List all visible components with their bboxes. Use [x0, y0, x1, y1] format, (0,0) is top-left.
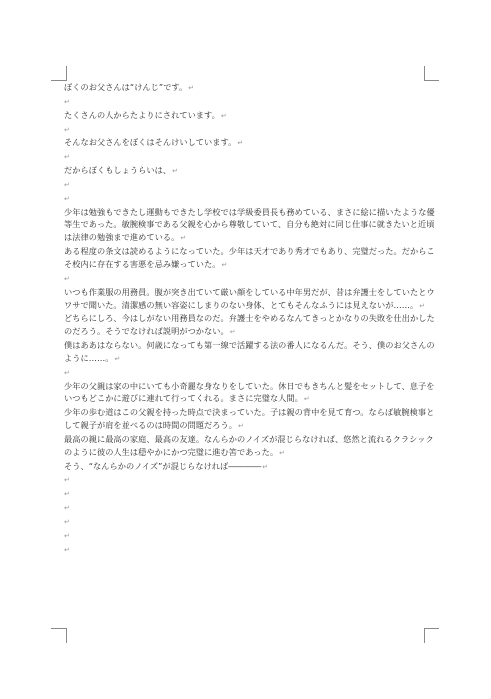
empty-paragraph: [64, 501, 436, 515]
empty-paragraph: [64, 529, 436, 543]
paragraph-text: 少年の父親は家の中にいても小奇麗な身なりをしていた。休日でもきちんと髪をセットして、息子をいつもどこかに遊びに連れて行ってくれる。まさに完璧な人間。: [64, 380, 435, 404]
paragraph: [64, 206, 436, 246]
paragraph-mark-icon: ↵: [64, 97, 70, 106]
paragraph-mark-icon: ↵: [180, 234, 187, 243]
paragraph-text: 僕はああはならない。何歳になっても第一線で活躍する法の番人になるんだ。そう、僕のお父さんのように……。: [64, 340, 435, 363]
crop-mark-bottom-left-horizontal: [51, 628, 66, 629]
paragraph-mark-icon: ↵: [262, 462, 269, 471]
paragraph: [64, 433, 436, 460]
paragraph-text: そう、“なんらかのノイズ”が混じらなければ――――: [64, 460, 262, 471]
paragraph-mark-icon: ↵: [279, 448, 286, 457]
paragraph-mark-icon: ↵: [303, 395, 310, 404]
paragraph: [64, 245, 436, 272]
empty-paragraph: [64, 487, 436, 501]
empty-paragraph: [64, 515, 436, 529]
paragraph-mark-icon: ↵: [64, 194, 70, 203]
paragraph: [64, 406, 436, 433]
paragraph-mark-icon: ↵: [237, 139, 244, 148]
paragraph-text: ぼくのお父さんは“けんじ”です。: [64, 82, 188, 92]
crop-mark-bottom-right-horizontal: [424, 628, 439, 629]
empty-paragraph: [64, 150, 436, 164]
paragraph-text: ある程度の条文は読めるようになっていた。少年は天才であり秀才でもあり、完璧だった。だからこそ校内に存在する害悪を忌み嫌っていた。: [64, 246, 435, 269]
paragraph: [64, 81, 436, 95]
paragraph-mark-icon: ↵: [220, 111, 227, 120]
empty-paragraph: [64, 366, 436, 380]
paragraph-text: だからぼくもしょうらいは、: [64, 165, 172, 176]
paragraph-mark-icon: ↵: [188, 84, 195, 92]
crop-mark-top-left-vertical: [66, 66, 67, 81]
paragraph: [64, 136, 436, 150]
document-body[interactable]: [64, 81, 436, 557]
paragraph-mark-icon: ↵: [114, 354, 121, 363]
paragraph-mark-icon: ↵: [229, 328, 236, 337]
paragraph-mark-icon: ↵: [172, 167, 179, 176]
paragraph-mark-icon: ↵: [238, 422, 244, 431]
paragraph-text: そんなお父さんをぼくはそんけいしています。: [64, 137, 237, 148]
crop-mark-top-right-vertical: [424, 66, 425, 81]
paragraph-text: たくさんの人からたよりにされています。: [64, 109, 220, 120]
paragraph-mark-icon: ↵: [64, 518, 70, 526]
paragraph-mark-icon: ↵: [64, 476, 70, 485]
paragraph-mark-icon: ↵: [419, 301, 426, 310]
empty-paragraph: [64, 473, 436, 487]
paragraph: [64, 164, 436, 178]
paragraph-mark-icon: ↵: [64, 531, 70, 540]
crop-mark-bottom-left-vertical: [66, 628, 67, 643]
paragraph-text: いつも作業服の用務員。腹が突き出ていて厳い顔をしている中年男だが、昔は弁護士をしていたとウワサで聞いた。清潔感の無い容姿にしまりのない身体、とてもそんなふうには見えないが……。: [64, 286, 435, 310]
paragraph-text: 少年は勉強もできたし運動もできたし学校では学級委員長も務めている、まさに絵に描いたような優等生であった。敏腕検事である父親を心から尊敬していて、自分も絶対に同じ仕事に就きたいと近頃は法律の勉強まで進めている。: [64, 206, 435, 243]
paragraph-text: 最高の親に最高の家庭、最高の友達。なんらかのノイズが混じらなければ、悠然と流れるクラシックのように彼の人生は穏やかにかつ完璧に進む筈であった。: [64, 433, 434, 457]
crop-mark-bottom-right-vertical: [424, 628, 425, 643]
paragraph: [64, 380, 436, 407]
paragraph-mark-icon: ↵: [64, 125, 70, 134]
empty-paragraph: [64, 178, 436, 192]
paragraph-mark-icon: ↵: [64, 545, 70, 554]
empty-paragraph: [64, 192, 436, 206]
paragraph-mark-icon: ↵: [64, 180, 70, 189]
paragraph-text: 少年の歩む道はこの父親を持った時点で決まっていた。子は親の背中を見て育つ。ならば敏腕検事として親子が肩を並べるのは時間の問題だろう。: [64, 407, 435, 431]
paragraph-mark-icon: ↵: [221, 260, 228, 269]
paragraph: [64, 312, 436, 339]
paragraph: [64, 339, 436, 366]
paragraph-mark-icon: ↵: [64, 490, 70, 499]
paragraph: [64, 109, 436, 123]
empty-paragraph: [64, 272, 436, 286]
empty-paragraph: [64, 95, 436, 109]
empty-paragraph: [64, 123, 436, 137]
paragraph: [64, 460, 436, 474]
empty-paragraph: [64, 543, 436, 557]
paragraph-text: どちらにしろ、今はしがない用務員なのだ。弁護士をやめるなんてきっとかなりの失敗を仕出かしたのだろう。そうでなければ説明がつかない。: [64, 313, 435, 337]
paragraph-mark-icon: ↵: [64, 504, 70, 513]
paragraph-mark-icon: ↵: [64, 153, 70, 162]
paragraph-mark-icon: ↵: [64, 368, 70, 377]
paragraph-mark-icon: ↵: [64, 274, 70, 283]
paragraph: [64, 286, 436, 313]
